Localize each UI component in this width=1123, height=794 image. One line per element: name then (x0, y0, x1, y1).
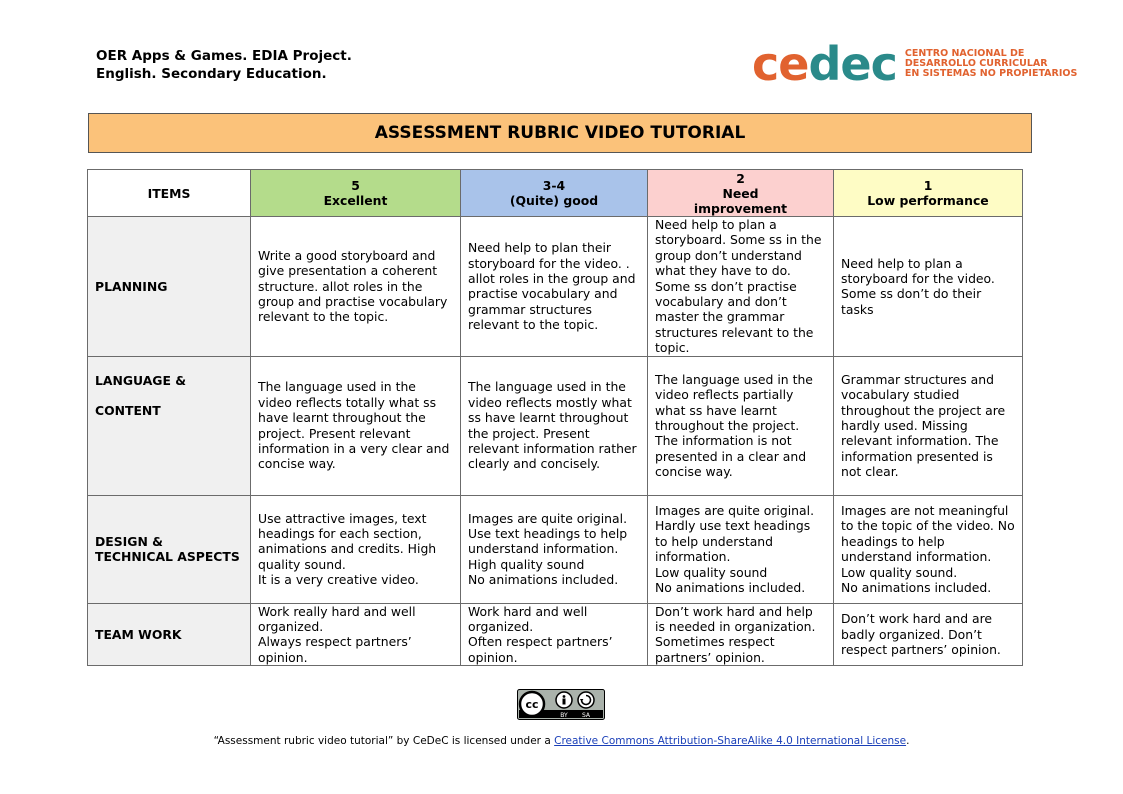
col-header-score: 1 (923, 178, 933, 193)
row-label-language-content (88, 356, 251, 495)
cell-language-good: The language used in the video reflects mostly what ss have learnt throughout the project. Present relevant information rather clearly and concisely. (461, 356, 648, 495)
cell-team-excellent: Work really hard and well organized. Always respect partners’ opinion. (251, 603, 461, 666)
col-header-good (461, 170, 648, 217)
cc-by-sa-badge[interactable] (517, 689, 605, 724)
logo-word-part2: dec (808, 37, 897, 91)
col-header-items-label: ITEMS (147, 185, 191, 201)
col-header-items (88, 170, 251, 217)
row-design-technical (88, 495, 1023, 603)
col-header-low-performance (834, 170, 1023, 217)
logo-word-part1: ce (752, 37, 809, 91)
cell-team-low-performance: Don’t work hard and are badly organized. Don’t respect partners’ opinion. (834, 603, 1023, 666)
cell-design-excellent: Use attractive images, text headings for each section, animations and credits. High quality sound. It is a very creative video. (251, 495, 461, 603)
cell-design-good: Images are quite original. Use text headings to help understand information. High quality sound No animations included. (461, 495, 648, 603)
license-link[interactable]: Creative Commons Attribution-ShareAlike 4.0 International License (554, 735, 907, 747)
cell-planning-excellent: Write a good storyboard and give presentation a coherent structure. allot roles in the group and practise vocabulary relevant to the topic. (251, 217, 461, 357)
row-label-planning: PLANNING (88, 217, 251, 357)
col-header-score: 2 (736, 170, 745, 186)
col-header-label: Need (722, 185, 759, 201)
sa-icon (578, 692, 594, 708)
cell-planning-need-improvement: Need help to plan a storyboard. Some ss in the group don’t understand what they have to do. Some ss don’t practise vocabulary and don’t master the grammar structures relevant to the topic. (648, 217, 834, 357)
row-label-design-technical: DESIGN & TECHNICAL ASPECTS (88, 495, 251, 603)
logo-sub-line-1: CENTRO NACIONAL DE (904, 48, 1025, 59)
cell-language-low-performance: Grammar structures and vocabulary studied throughout the project are hardly used. Missing relevant information. The information presented is not clear. (834, 356, 1023, 495)
col-header-need-improvement (648, 170, 834, 217)
logo-sub-line-2: DESARROLLO CURRICULAR (904, 58, 1048, 69)
row-team-work (88, 603, 1023, 666)
cell-planning-low-performance: Need help to plan a storyboard for the video. Some ss don’t do their tasks (834, 217, 1023, 357)
cell-language-excellent: The language used in the video reflects totally what ss have learnt throughout the project. Present relevant information in a very clear and concise way. (251, 356, 461, 495)
header-row (88, 170, 1023, 217)
col-header-excellent (251, 170, 461, 217)
col-header-label: (Quite) good (509, 193, 599, 208)
cell-team-good: Work hard and well organized. Often respect partners’ opinion. (461, 603, 648, 666)
row-label-team-work: TEAM WORK (88, 603, 251, 666)
col-header-score: 3-4 (542, 178, 566, 193)
document-header (96, 47, 352, 83)
cell-design-need-improvement: Images are quite original. Hardly use text headings to help understand information. Low quality sound No animations included. (648, 495, 834, 603)
cedec-logo (752, 37, 1078, 91)
cell-team-need-improvement: Don’t work hard and help is needed in organization. Sometimes respect partners’ opinion. (648, 603, 834, 666)
cedec-logo-word (752, 37, 897, 91)
col-header-label: Low performance (867, 193, 989, 208)
license-suffix: . (906, 735, 910, 747)
logo-sub-line-3: EN SISTEMAS NO PROPIETARIOS (904, 68, 1078, 79)
row-language-content (88, 356, 1023, 495)
col-header-score: 5 (351, 178, 360, 193)
cedec-logo-subtitle (905, 49, 1077, 79)
row-label-line-2: CONTENT (95, 403, 161, 419)
sa-label: SA (581, 712, 591, 719)
rubric-title: ASSESSMENT RUBRIC VIDEO TUTORIAL (88, 113, 1032, 153)
header-line-1: OER Apps & Games. EDIA Project. (96, 48, 352, 64)
license-prefix: “Assessment rubric video tutorial” by CeDeC is licensed under a (213, 735, 555, 747)
rubric-table (87, 169, 1023, 666)
col-header-label-2: improvement (693, 200, 788, 216)
row-label-line-1: LANGUAGE & (95, 372, 187, 388)
cell-planning-good: Need help to plan their storyboard for the video. . allot roles in the group and practise vocabulary and grammar structures relevant to the topic. (461, 217, 648, 357)
license-statement (0, 735, 1123, 747)
cc-badge-icon (517, 689, 605, 720)
row-planning (88, 217, 1023, 357)
cell-design-low-performance: Images are not meaningful to the topic of the video. No headings to help understand information. Low quality sound. No animations included. (834, 495, 1023, 603)
header-line-2: English. Secondary Education. (96, 66, 327, 82)
by-label: BY (560, 712, 568, 719)
cell-language-need-improvement: The language used in the video reflects partially what ss have learnt throughout the project. The information is not presented in a clear and concise way. (648, 356, 834, 495)
col-header-label: Excellent (323, 193, 388, 208)
cc-glyph: cc (525, 698, 539, 711)
